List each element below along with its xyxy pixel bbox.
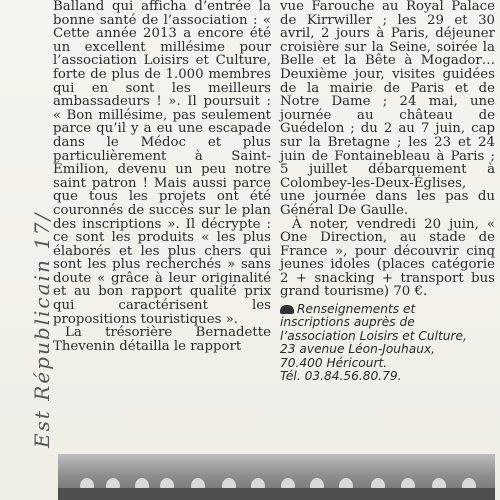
info-line-2: inscriptions auprès de [280,315,415,330]
handwritten-source-note [2,10,54,450]
info-line-5: 70.400 Héricourt. [280,355,388,370]
left-paragraph-2: La trésorière Bernadette Thevenin détailla le rapport [53,325,271,354]
info-line-1 [280,303,495,316]
article-left-column [53,0,271,353]
margin-note-text: Est Républicain 17/ [30,211,54,448]
info-line-4: 23 avenue Léon-Jouhaux, [280,342,436,357]
right-paragraph-1: vue Farouche au Royal Palace de Kirrwiller ; les 29 et 30 avril, 2 jours à Paris, déjeuner croisière sur la Seine, soirée la Belle et la Bête à Mogador… Deuxième jour, visites guidées de la mairie de Paris et de Notre Dame ; 24 mai, une journée au château de Guédelon ; du 2 au 7 juin, cap sur la Bretagne ; les 23 et 24 juin de Fontainebleau à Paris ; 5 juillet débarquement à Colombey-les-Deux-Églises, une journée dans les pas du Général De Gaulle. [280,0,495,218]
group-photo [58,454,495,500]
info-line-6: Tél. 03.84.56.80.79. [280,369,402,384]
phone-icon [280,305,294,314]
article-right-column [280,0,495,384]
info-text-1: Renseignements et [297,302,416,317]
right-paragraph-2: À noter, vendredi 20 juin, « One Direction, au stade de France », pour découvrir cinq jeunes idoles (places catégorie 2 + snacking + transport bus grand tourisme) 70 €. [280,216,495,300]
contact-info-block [280,303,495,383]
left-paragraph-1: Balland qui afficha d’entrée la bonne santé de l’association : « Cette année 2013 a encore été un excellent millésime pour l’association Loisirs et Culture, forte de plus de 1.000 membres qui en sont les meilleurs ambassadeurs ! ». Il poursuit : « Bon millésime, pas seulement parce qu’il y a eu une escapade dans le Médoc et plus particulièrement à Saint-Émilion, devenu un peu notre saint patron ! Mais aussi parce que tous les projets ont été couronnés de succès sur le plan des inscriptions ». Il décrypte : ce sont les produits « les plus élaborés et les plus chers qui sont les plus recherchés » sans doute « grâce à leur originalité et au bon rapport qualité prix qui caractérisent les propositions touristiques ». [53,0,271,327]
info-line-3: l’association Loisirs et Culture, [280,328,467,343]
